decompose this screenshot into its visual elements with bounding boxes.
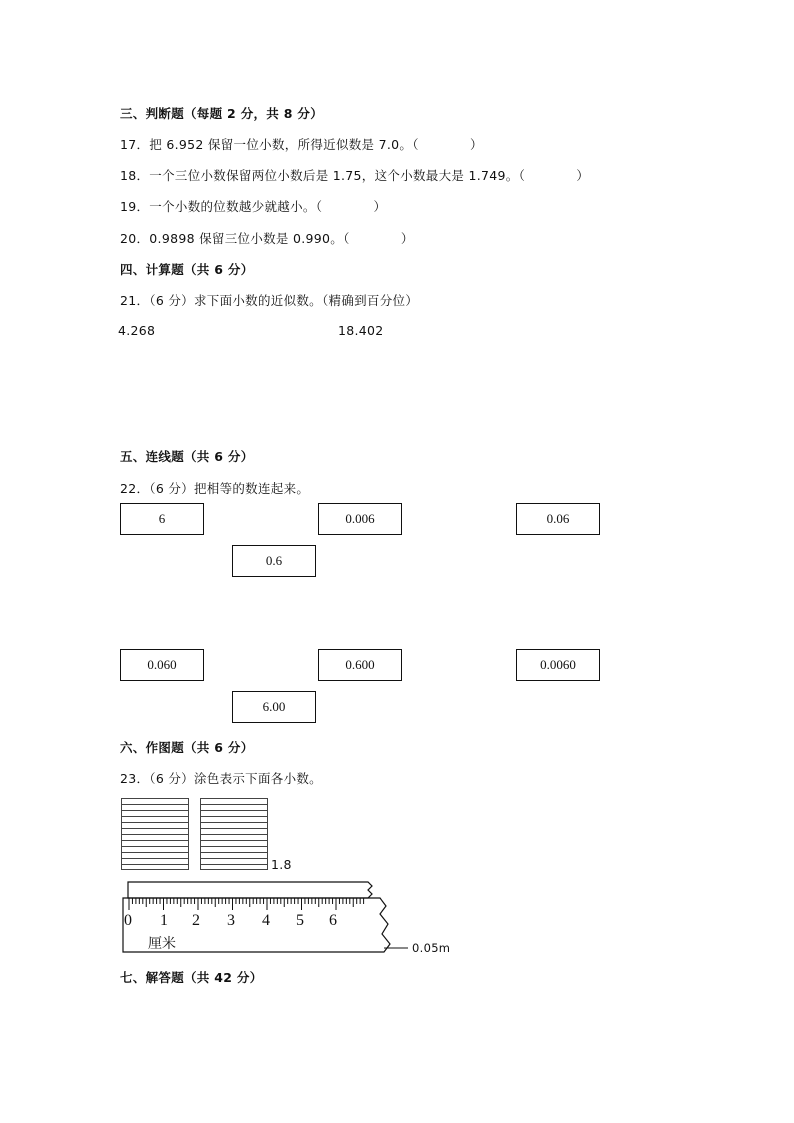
number-box[interactable]: 0.06	[516, 503, 600, 535]
ruler-number: 3	[227, 912, 235, 929]
question-19: 19．一个小数的位数越少就越小。（ ）	[120, 199, 387, 214]
value-a: 4.268	[118, 323, 156, 338]
number-box[interactable]: 0.0060	[516, 649, 600, 681]
question-17: 17．把 6.952 保留一位小数，所得近似数是 7.0。（ ）	[120, 137, 483, 152]
number-box[interactable]: 0.060	[120, 649, 204, 681]
value-b: 18.402	[338, 323, 384, 338]
ruler-numbers	[124, 912, 368, 932]
number-box[interactable]: 6	[120, 503, 204, 535]
section7-heading: 七、解答题（共 42 分）	[120, 970, 263, 985]
section3-heading: 三、判断题（每题 2 分，共 8 分）	[120, 106, 324, 121]
number-box[interactable]: 0.6	[232, 545, 316, 577]
question-20: 20．0.9898 保留三位小数是 0.990。（ ）	[120, 231, 414, 246]
ruler-number: 1	[160, 912, 168, 929]
number-box[interactable]: 6.00	[232, 691, 316, 723]
ruler-value: 0.05m	[412, 941, 451, 955]
section6-heading: 六、作图题（共 6 分）	[120, 740, 254, 755]
ruler-unit: 厘米	[148, 936, 176, 952]
question-21: 21．（6 分）求下面小数的近似数。（精确到百分位）	[120, 293, 419, 308]
question-23: 23．（6 分）涂色表示下面各小数。	[120, 771, 322, 786]
question-18: 18．一个三位小数保留两位小数后是 1.75，这个小数最大是 1.749。（ ）	[120, 168, 590, 183]
number-box[interactable]: 0.006	[318, 503, 402, 535]
section5-heading: 五、连线题（共 6 分）	[120, 449, 254, 464]
number-box[interactable]: 0.600	[318, 649, 402, 681]
ruler-number: 4	[262, 912, 270, 929]
grid-value: 1.8	[271, 857, 292, 872]
section4-heading: 四、计算题（共 6 分）	[120, 262, 254, 277]
ruler-number: 6	[329, 912, 337, 929]
ruler-number: 0	[124, 912, 132, 929]
stripe-grid-1[interactable]	[121, 798, 189, 870]
question-22: 22．（6 分）把相等的数连起来。	[120, 481, 310, 496]
ruler-number: 2	[192, 912, 200, 929]
stripe-grid-2[interactable]	[200, 798, 268, 870]
ruler-number: 5	[296, 912, 304, 929]
